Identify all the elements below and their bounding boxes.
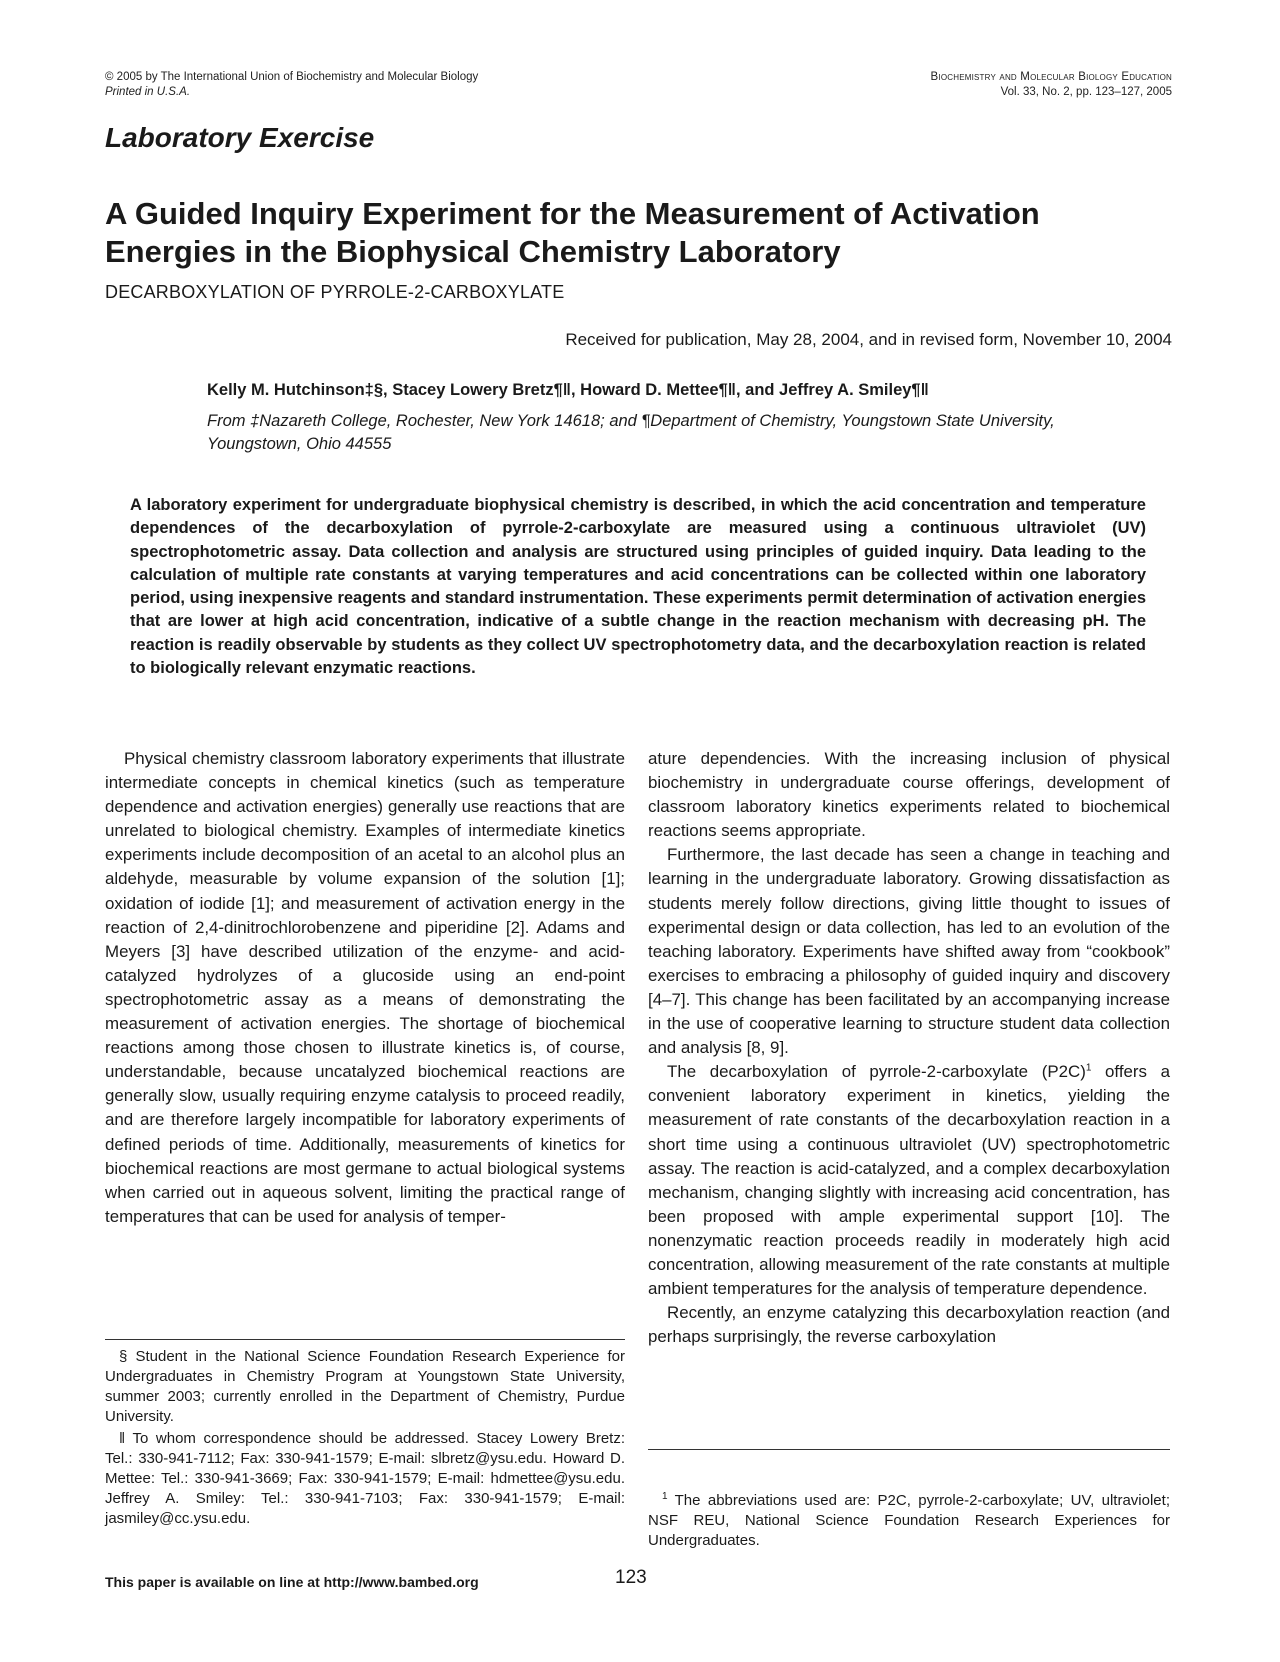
article-title: A Guided Inquiry Experiment for the Measurement of Activation Energies in the Biophysical Chemistry Laboratory <box>105 196 1040 269</box>
paragraph-text: The decarboxylation of pyrrole-2-carboxylate (P2C) <box>667 1062 1086 1082</box>
received-date: Received for publication, May 28, 2004, and in revised form, November 10, 2004 <box>565 330 1172 349</box>
paragraph <box>648 1060 1170 1301</box>
journal-name: Biochemistry and Molecular Biology Education <box>930 71 1172 83</box>
section-label: Laboratory Exercise <box>105 122 375 153</box>
affiliation: From ‡Nazareth College, Rochester, New York 14618; and ¶Department of Chemistry, Youngstown State University, Youngstown, Ohio 44555 <box>207 412 1055 453</box>
header-left <box>105 70 478 100</box>
paragraph: ature dependencies. With the increasing inclusion of physical biochemistry in undergraduate course offerings, development of classroom laboratory kinetics experiments related to biochemical reactions seems appropriate. <box>648 749 1170 841</box>
body-column-left <box>105 747 625 1229</box>
paragraph: Furthermore, the last decade has seen a change in teaching and learning in the undergraduate laboratory. Growing dissatisfaction as students merely follow directions, giving little thought to issues of experimental design or data collection, has led to an evolution of the teaching laboratory. Experiments have shifted away from “cookbook” exercises to embracing a philosophy of guided inquiry and discovery [4–7]. This change has been facilitated by an accompanying increase in the use of cooperative learning to structure student data collection and analysis [8, 9]. <box>648 845 1170 1058</box>
footnotes-left <box>105 1347 625 1531</box>
availability-note: This paper is available on line at http://www.bambed.org <box>105 1574 479 1590</box>
copyright-line: © 2005 by The International Union of Biochemistry and Molecular Biology <box>105 71 479 83</box>
footnote-ref: 1 <box>1085 1062 1092 1074</box>
article-subtitle: DECARBOXYLATION OF PYRROLE-2-CARBOXYLATE <box>105 282 565 302</box>
header-right <box>931 70 1172 100</box>
footnotes-right <box>648 1491 1170 1553</box>
paragraph: Physical chemistry classroom laboratory experiments that illustrate intermediate concepts in chemical kinetics (such as temperature dependence and activation energies) generally use reactions that are unrelated to biological chemistry. Examples of intermediate kinetics experiments include decomposition of an acetal to an alcohol plus an aldehyde, measurable by volume expansion of the solution [1]; oxidation of iodide [1]; and measurement of activation energy in the reaction of 2,4-dinitrochlorobenzene and piperidine [2]. Adams and Meyers [3] have described utilization of the enzyme- and acid-catalyzed hydrolyzes of a glucoside using an end-point spectrophotometric assay as a means of demonstrating the measurement of activation energies. The shortage of biochemical reactions among those chosen to illustrate kinetics is, of course, understandable, because uncatalyzed biochemical reactions are generally slow, usually requiring enzyme catalysis to proceed readily, and are therefore largely incompatible for laboratory experiments of defined periods of time. Additionally, measurements of kinetics for biochemical reactions are most germane to actual biological systems when carried out in aqueous solvent, limiting the practical range of temperatures that can be used for analysis of temper- <box>105 749 625 1226</box>
page-number: 123 <box>615 1567 647 1588</box>
footnote: ‖ To whom correspondence should be addressed. Stacey Lowery Bretz: Tel.: 330-941-7112; Fax: 330-941-1579; E-mail: slbretz@ysu.edu. Howard D. Mettee: Tel.: 330-941-3669; Fax: 330-941-1579; E-mail: hdmettee@ysu.edu. Jeffrey A. Smiley: Tel.: 330-941-7103; Fax: 330-941-1579; E-mail: jasmiley@cc.ysu.edu. <box>105 1430 625 1527</box>
paragraph: Recently, an enzyme catalyzing this decarboxylation reaction (and perhaps surprisingly, the reverse carboxylation <box>648 1303 1170 1347</box>
footnote <box>648 1491 1170 1551</box>
abstract: A laboratory experiment for undergraduate biophysical chemistry is described, in which the acid concentration and temperature dependences of the decarboxylation of pyrrole-2-carboxylate are measured using a continuous ultraviolet (UV) spectrophotometric assay. Data collection and analysis are structured using principles of guided inquiry. Data leading to the calculation of multiple rate constants at varying temperatures and acid concentrations can be collected within one laboratory period, using inexpensive reagents and standard instrumentation. These experiments permit determination of activation energies that are lower at high acid concentration, indicative of a subtle change in the reaction mechanism with decreasing pH. The reaction is readily observable by students as they collect UV spectrophotometry data, and the decarboxylation reaction is related to biologically relevant enzymatic reactions. <box>130 496 1146 678</box>
footnote-divider <box>648 1449 1170 1450</box>
author-list: Kelly M. Hutchinson‡§, Stacey Lowery Bretz¶‖, Howard D. Mettee¶‖, and Jeffrey A. Smiley¶‖ <box>207 381 929 399</box>
footnote-mark: 1 <box>662 1491 668 1502</box>
footnote-divider <box>105 1339 625 1340</box>
printed-line: Printed in U.S.A. <box>105 86 191 98</box>
footnote-text: The abbreviations used are: P2C, pyrrole-2-carboxylate; UV, ultraviolet; NSF REU, National Science Foundation Research Experiences for Undergraduates. <box>648 1492 1170 1549</box>
body-column-right <box>648 747 1170 1349</box>
volume-info: Vol. 33, No. 2, pp. 123–127, 2005 <box>1000 86 1172 98</box>
paragraph-text: offers a convenient laboratory experiment in kinetics, yielding the measurement of rate constants of the decarboxylation reaction in a short time using a continuous ultraviolet (UV) spectrophotometric assay. The reaction is acid-catalyzed, and a complex decarboxylation mechanism, changing slightly with increasing acid concentration, has been proposed with ample experimental support [10]. The nonenzymatic reaction proceeds readily in moderately high acid concentration, allowing measurement of the rate constants at multiple ambient temperatures for the analysis of temperature dependence. <box>648 1062 1171 1299</box>
footnote: § Student in the National Science Foundation Research Experience for Undergraduates in Chemistry Program at Youngstown State University, summer 2003; currently enrolled in the Department of Chemistry, Purdue University. <box>105 1348 625 1425</box>
